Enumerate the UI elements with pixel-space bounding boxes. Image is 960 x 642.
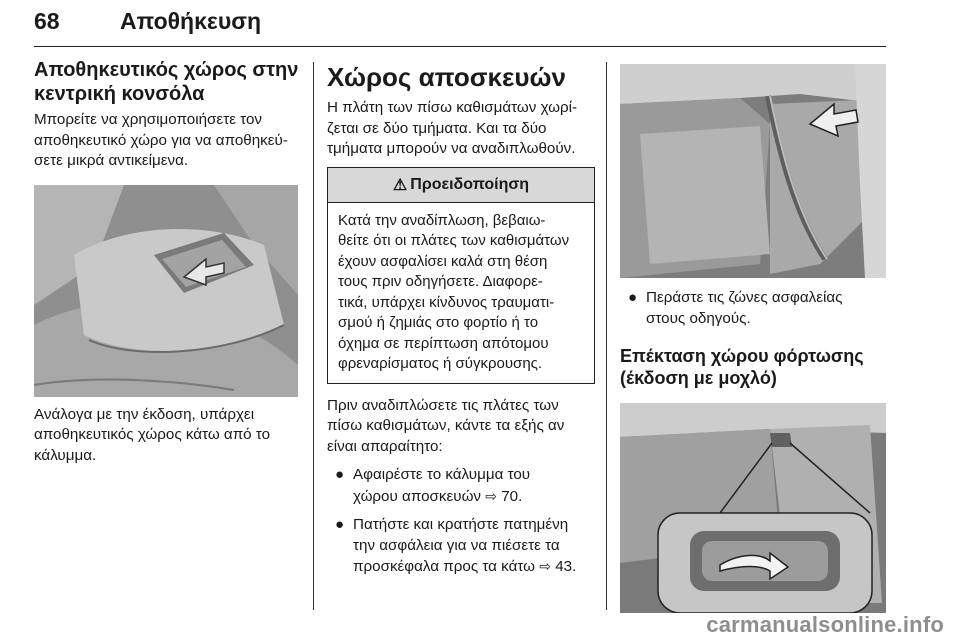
section-heading-luggage: Χώρος αποσκευών (327, 62, 566, 92)
column-1 (34, 58, 300, 466)
luggage-intro-text: Η πλάτη των πίσω καθισμάτων χωρί- ζεται σε δύο τμήματα. Και τα δύο τμήματα μπορούν να αναδιπλωθούν. (327, 99, 578, 157)
section-heading-load-extension: Επέκταση χώρου φόρτωσης (έκδοση με μοχλό) (620, 346, 864, 388)
list-item: ● Πατήστε και κρατήστε πατημένη την ασφάλεια για να πιέσετε τα προσκέφαλα προς τα κάτω ⇨ 43. (335, 516, 577, 575)
bullet-icon: ● (628, 289, 638, 306)
list-item: ● Περάστε τις ζώνες ασφαλείας στους οδηγούς. (628, 289, 843, 327)
cross-reference-link[interactable]: 70. (501, 487, 523, 505)
load-extension-lever-illustration (620, 403, 886, 613)
warning-text: Κατά την αναδίπλωση, βεβαιω- θείτε ότι οι πλάτες των καθισμάτων έχουν ασφαλίσει καλά στη θέση τους πριν οδηγήσετε. Διαφορε- τικά, υπάρχει κίνδυνος τραυματι- σμού ή ζημιάς στο φορτίο ή το όχημα σε περίπτωση απότομου φρεναρίσματος ή σύγκρουσης. (338, 211, 570, 372)
warning-header (328, 168, 594, 203)
page-header (34, 6, 886, 47)
page-number: 68 (34, 8, 60, 34)
warning-icon: ⚠ (392, 176, 408, 194)
cross-reference-icon: ⇨ (539, 558, 551, 574)
column-divider (313, 62, 314, 610)
section-heading-console-storage: Αποθηκευτικός χώρος στην κεντρική κονσόλα (34, 59, 299, 105)
before-folding-text: Πριν αναδιπλώσετε τις πλάτες των πίσω καθισμάτων, κάντε τα εξής αν είναι απαραίτητο: (327, 396, 565, 455)
warning-box (327, 167, 595, 384)
console-intro-text: Μπορείτε να χρησιμοποιήσετε τον αποθηκευτικό χώρο για να αποθηκεύ- σετε μικρά αντικείμενα. (34, 111, 288, 169)
rear-seat-belt-guide-illustration (620, 64, 886, 278)
column-3 (620, 58, 888, 613)
bullet-icon: ● (335, 466, 345, 483)
console-storage-illustration (34, 185, 298, 397)
column-2 (327, 58, 595, 578)
cross-reference-icon: ⇨ (485, 487, 497, 504)
running-title: Αποθήκευση (120, 8, 262, 34)
watermark: carmanualsonline.info (706, 612, 944, 637)
list-item: ● Αφαιρέστε το κάλυμμα του χώρου αποσκευών ⇨ 70. (335, 466, 531, 505)
bullet-icon: ● (335, 516, 345, 533)
column-divider (606, 62, 607, 610)
console-cover-text: Ανάλογα με την έκδοση, υπάρχει αποθηκευτικός χώρος κάτω από το κάλυμμα. (34, 405, 271, 464)
cross-reference-link[interactable]: 43. (555, 558, 577, 575)
warning-title: Προειδοποίηση (410, 175, 530, 193)
